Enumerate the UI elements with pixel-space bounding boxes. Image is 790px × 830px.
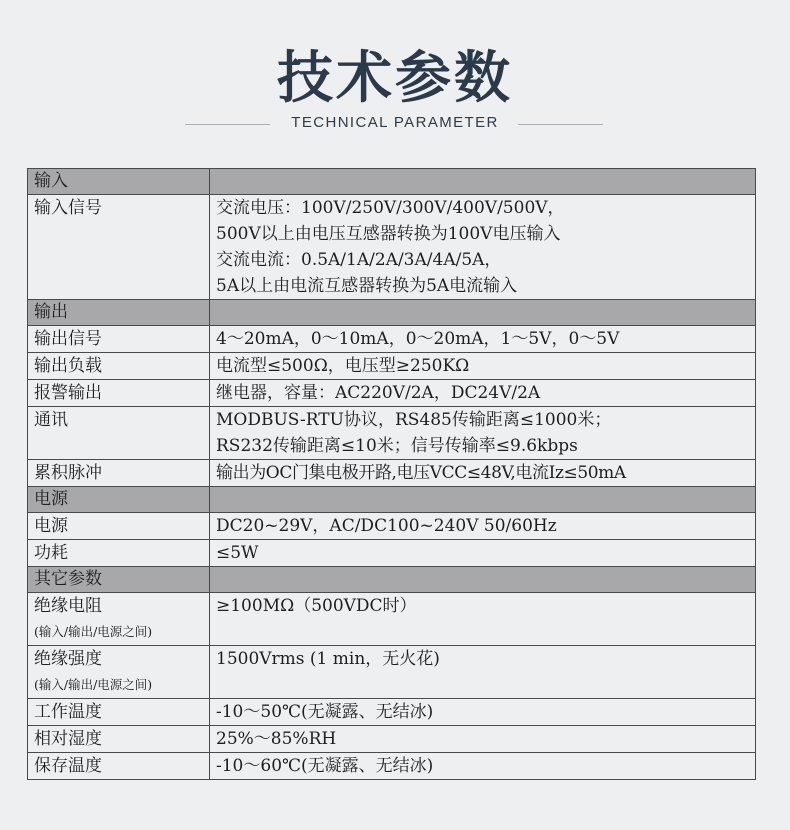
table-row <box>28 699 756 726</box>
section-row-other <box>28 567 756 593</box>
section-row-input <box>28 169 756 195</box>
value-line: 500V以上由电压互感器转换为100V电压输入 <box>216 224 561 244</box>
row-label: 工作温度 <box>28 699 210 726</box>
section-blank <box>210 300 756 326</box>
row-label: 电源 <box>28 513 210 540</box>
section-blank <box>210 487 756 513</box>
table-row <box>28 380 756 407</box>
value-line: 交流电压：100V/250V/300V/400V/500V， <box>216 198 565 218</box>
row-value: ≤5W <box>210 540 756 567</box>
row-label-sub: (输入/输出/电源之间) <box>34 677 153 692</box>
row-label <box>28 646 210 699</box>
subtitle-divider-right <box>518 124 603 125</box>
value-line: MODBUS-RTU协议，RS485传输距离≤1000米； <box>216 410 612 430</box>
section-blank <box>210 567 756 593</box>
row-label: 通讯 <box>28 407 210 460</box>
section-label: 输出 <box>28 300 210 326</box>
row-value: -10～50℃(无凝露、无结冰) <box>210 699 756 726</box>
value-line: 交流电流：0.5A/1A/2A/3A/4A/5A， <box>216 250 502 270</box>
row-value: ≥100MΩ（500VDC时） <box>210 593 756 646</box>
table-row <box>28 726 756 753</box>
row-label: 保存温度 <box>28 753 210 780</box>
row-label: 输出信号 <box>28 326 210 353</box>
section-label: 电源 <box>28 487 210 513</box>
row-label: 累积脉冲 <box>28 460 210 487</box>
table-row <box>28 353 756 380</box>
row-label: 相对湿度 <box>28 726 210 753</box>
table-row <box>28 407 756 460</box>
row-label: 输出负载 <box>28 353 210 380</box>
section-label: 其它参数 <box>28 567 210 593</box>
table-row <box>28 646 756 699</box>
value-line: 5A以上由电流互感器转换为5A电流输入 <box>216 276 518 296</box>
row-value <box>210 195 756 300</box>
table-row <box>28 326 756 353</box>
spec-table <box>27 168 756 780</box>
row-value: 4～20mA，0～10mA，0～20mA，1～5V，0～5V <box>210 326 756 353</box>
row-label-main: 绝缘电阻 <box>34 596 102 616</box>
table-row <box>28 513 756 540</box>
row-label-main: 绝缘强度 <box>34 649 102 669</box>
table-row <box>28 540 756 567</box>
page-title: 技术参数 <box>277 46 513 111</box>
row-label-sub: (输入/输出/电源之间) <box>34 624 153 639</box>
section-label: 输入 <box>28 169 210 195</box>
table-row <box>28 195 756 300</box>
row-value: DC20~29V，AC/DC100~240V 50/60Hz <box>210 513 756 540</box>
row-value <box>210 407 756 460</box>
row-value: -10～60℃(无凝露、无结冰) <box>210 753 756 780</box>
section-row-power <box>28 487 756 513</box>
row-value: 继电器，容量：AC220V/2A，DC24V/2A <box>210 380 756 407</box>
table-row <box>28 753 756 780</box>
section-blank <box>210 169 756 195</box>
page-subtitle: TECHNICAL PARAMETER <box>291 114 499 131</box>
value-line: RS232传输距离≤10米；信号传输率≤9.6kbps <box>216 436 578 456</box>
row-value: 输出为OC门集电极开路,电压VCC≤48V,电流Iz≤50mA <box>210 460 756 487</box>
row-label: 报警输出 <box>28 380 210 407</box>
section-row-output <box>28 300 756 326</box>
row-label: 功耗 <box>28 540 210 567</box>
row-value: 电流型≤500Ω，电压型≥250KΩ <box>210 353 756 380</box>
row-value: 1500Vrms (1 min，无火花) <box>210 646 756 699</box>
page-header <box>0 0 790 168</box>
row-label <box>28 593 210 646</box>
row-value: 25%～85%RH <box>210 726 756 753</box>
row-label: 输入信号 <box>28 195 210 300</box>
table-row <box>28 460 756 487</box>
table-row <box>28 593 756 646</box>
subtitle-row <box>0 114 790 134</box>
